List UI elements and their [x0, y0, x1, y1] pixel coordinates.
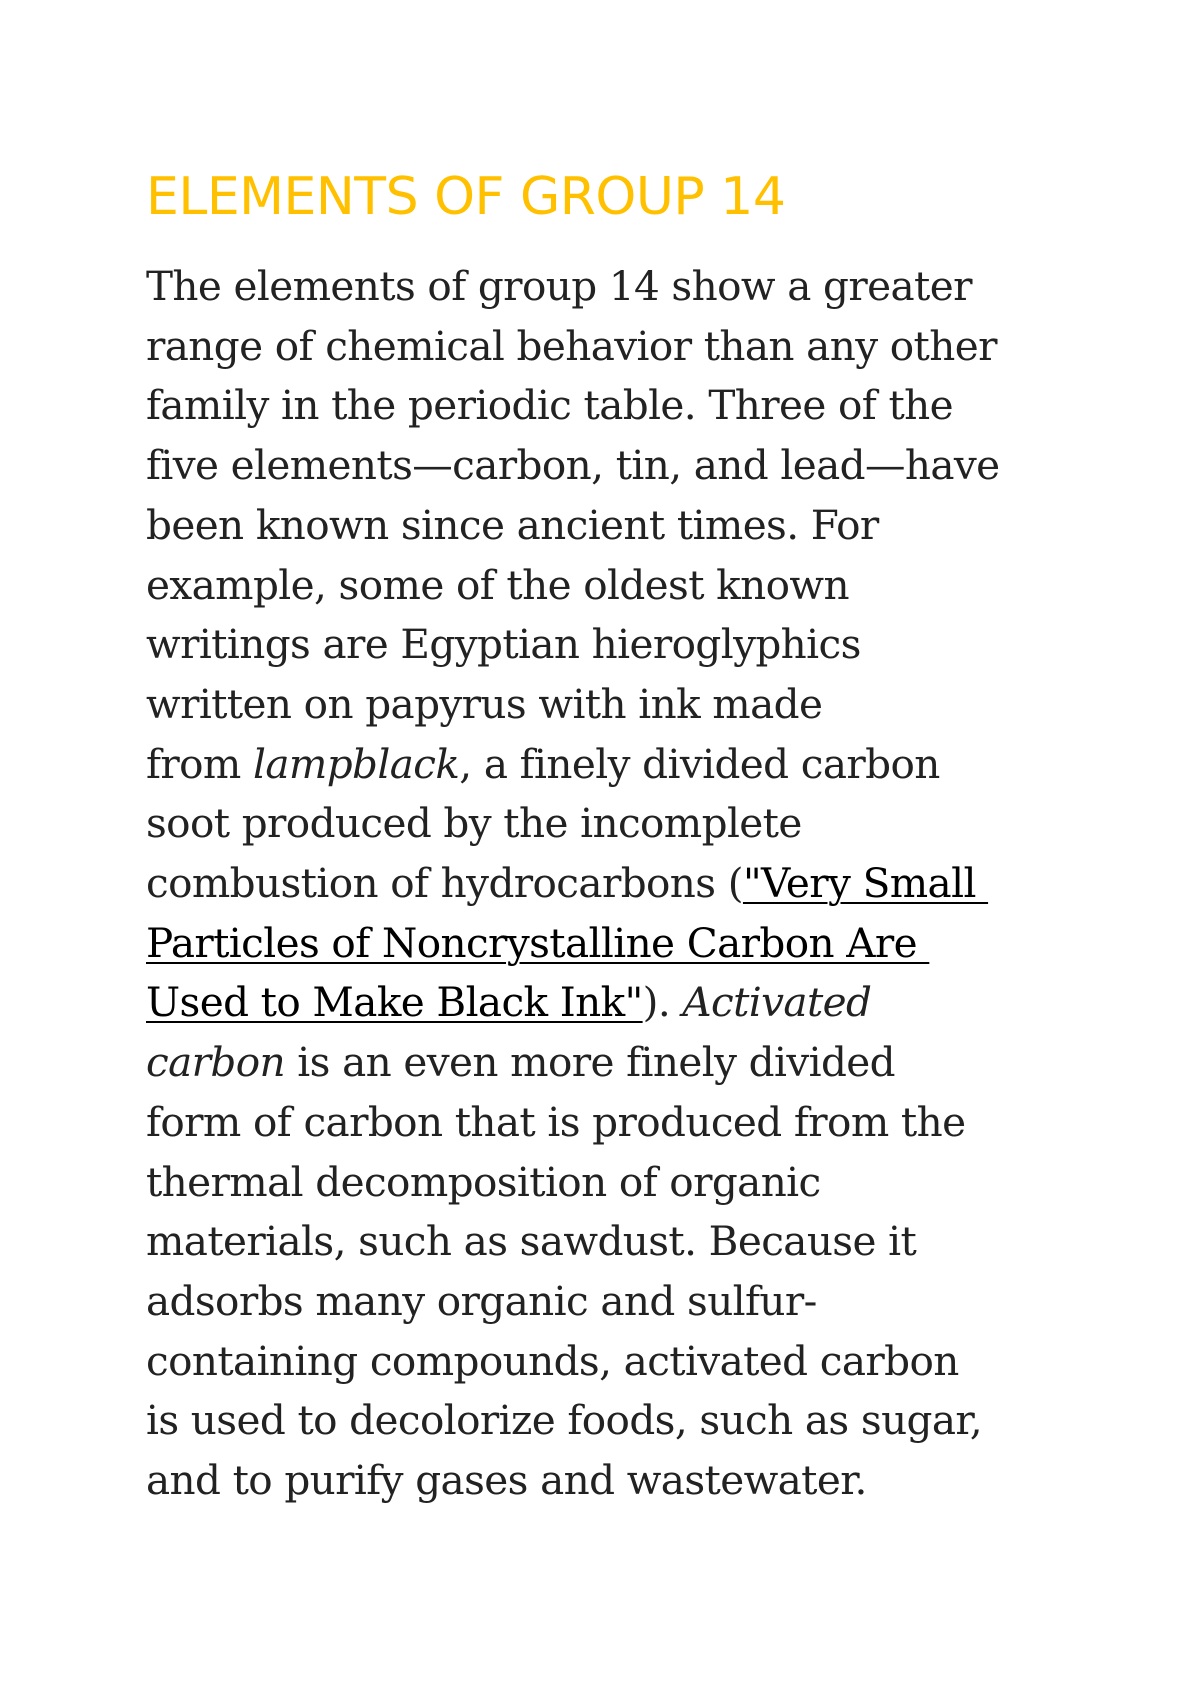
text-line: containing compounds, activated carbon [146, 1336, 959, 1385]
reference-link[interactable]: Used to Make Black Ink" [146, 978, 643, 1027]
text-line: form of carbon that is produced from the [146, 1097, 966, 1146]
text-line [146, 914, 1076, 974]
text-line: adsorbs many organic and sulfur- [146, 1276, 817, 1325]
text-line: and to purify gases and wastewater. [146, 1456, 867, 1505]
text-line [146, 854, 1076, 914]
text-line: five elements—carbon, tin, and lead—have [146, 441, 1000, 490]
text-line [146, 1033, 1076, 1093]
text-segment: from [146, 739, 254, 788]
text-segment: , a finely divided carbon [459, 739, 940, 788]
text-line: materials, such as sawdust. Because it [146, 1217, 917, 1266]
text-line: family in the periodic table. Three of the [146, 381, 953, 430]
text-line: written on papyrus with ink made [146, 679, 823, 728]
text-line: is used to decolorize foods, such as sugar, [146, 1396, 983, 1445]
text-segment: is an even more finely divided [284, 1038, 895, 1087]
text-line: thermal decomposition of organic [146, 1157, 821, 1206]
term-carbon: carbon [146, 1038, 285, 1087]
text-line: writings are Egyptian hieroglyphics [146, 620, 861, 669]
term-activated: Activated [682, 978, 872, 1027]
text-line [146, 735, 1076, 795]
text-segment: ). [642, 978, 683, 1027]
text-line: The elements of group 14 show a greater [146, 262, 972, 310]
term-lampblack: lampblack [253, 739, 460, 788]
text-line: range of chemical behavior than any other [146, 321, 997, 370]
body-paragraph [146, 257, 1076, 1511]
reference-link[interactable]: Particles of Noncrystalline Carbon Are [146, 918, 930, 967]
text-line: been known since ancient times. For [146, 500, 879, 549]
text-line: soot produced by the incomplete [146, 799, 802, 848]
reference-link[interactable]: "Very Small [742, 859, 989, 908]
text-line: example, some of the oldest known [146, 560, 849, 609]
text-line [146, 973, 1076, 1033]
page-title: ELEMENTS OF GROUP 14 [146, 167, 786, 227]
text-segment: combustion of hydrocarbons ( [146, 859, 743, 908]
